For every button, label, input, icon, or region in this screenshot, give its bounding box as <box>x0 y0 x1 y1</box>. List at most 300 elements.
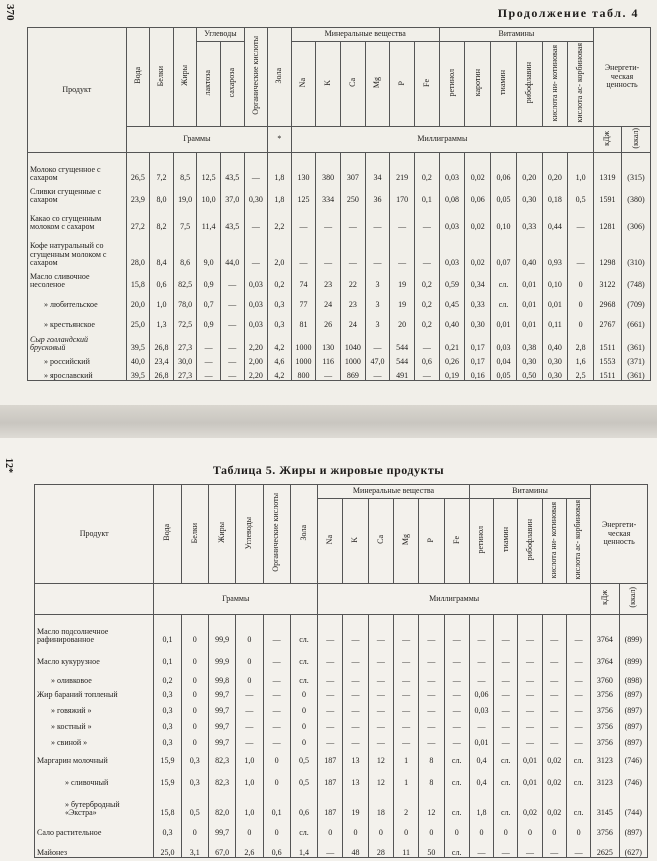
table-cell: — <box>341 231 366 267</box>
table-cell: 0,6 <box>150 267 174 289</box>
table-cell: 0,30 <box>516 352 542 366</box>
table-cell: 0 <box>568 309 594 329</box>
table-cell: 1,8 <box>268 182 292 204</box>
table-cell: — <box>220 309 244 329</box>
table-cell: — <box>469 666 493 685</box>
table-cell: — <box>566 644 590 666</box>
header-kcal: (ккал) <box>619 583 647 614</box>
product-name: Сало растительное <box>35 817 154 837</box>
table-cell: — <box>444 614 469 644</box>
table-row <box>28 152 651 182</box>
table-cell: 4,2 <box>268 329 292 352</box>
table-cell: 0,3 <box>154 685 181 699</box>
table-cell: 13 <box>343 747 368 765</box>
table-cell: 307 <box>341 152 366 182</box>
table-cell: 39,5 <box>126 329 150 352</box>
table-cell: — <box>414 329 439 352</box>
table-cell: 0,2 <box>414 152 439 182</box>
table-cell: 0 <box>318 817 343 837</box>
table-cell: 0,08 <box>439 182 465 204</box>
table-cell: 0 <box>263 747 290 765</box>
table-cell: 40,0 <box>126 352 150 366</box>
table-cell: — <box>393 731 418 747</box>
table-cell: 67,0 <box>208 837 235 857</box>
table-cell: 1 <box>393 747 418 765</box>
table-cell: 869 <box>341 366 366 380</box>
header-niacin: кислота ни- котиновая <box>542 499 566 584</box>
header-kcal: (ккал) <box>621 126 650 152</box>
table-cell: 27,3 <box>173 329 197 352</box>
product-name: » оливковое <box>35 666 154 685</box>
table-cell: 0,10 <box>542 267 568 289</box>
table-cell: 0 <box>263 817 290 837</box>
table-cell: (748) <box>621 267 650 289</box>
table-cell: 0,17 <box>465 352 491 366</box>
table-cell: 0,30 <box>244 182 268 204</box>
header-retinol: ретинол <box>439 42 465 127</box>
table-cell: — <box>393 666 418 685</box>
table-cell: — <box>318 685 343 699</box>
table-cell: — <box>518 614 542 644</box>
table-cell: 8 <box>419 765 444 787</box>
table-title: Таблица 5. Жиры и жировые продукты <box>212 463 445 477</box>
table-cell: 82,0 <box>208 787 235 817</box>
table-cell: 334 <box>316 182 341 204</box>
table-row <box>35 747 648 765</box>
table-cell: 0,6 <box>263 837 290 857</box>
table-cell: 0,06 <box>469 685 493 699</box>
header-milligrams: Миллиграммы <box>291 126 593 152</box>
table-cell: 30,0 <box>173 352 197 366</box>
header-carbs-group: Углеводы <box>197 28 244 42</box>
table-cell: 4,6 <box>268 352 292 366</box>
table-cell: — <box>568 204 594 231</box>
table-cell: сл. <box>566 765 590 787</box>
table-cell: 2,8 <box>568 329 594 352</box>
header-organic-acids: Органические кислоты <box>263 485 290 584</box>
table-cell: — <box>368 715 393 731</box>
table-cell: — <box>542 699 566 715</box>
table-cell: — <box>414 204 439 231</box>
table-cell: — <box>291 231 316 267</box>
table-cell: сл. <box>444 765 469 787</box>
header-thiamine: тиамин <box>491 42 517 127</box>
table-cell: 0,03 <box>439 231 465 267</box>
table-cell: 82,3 <box>208 765 235 787</box>
table-cell: — <box>518 837 542 857</box>
header-sucrose: сахароза <box>220 42 244 127</box>
table-cell: 99,7 <box>208 715 235 731</box>
header-grams-mark: * <box>268 126 292 152</box>
table-cell: 2,20 <box>244 329 268 352</box>
table-cell: 0,02 <box>465 204 491 231</box>
table-cell: 28 <box>368 837 393 857</box>
table-cell: 1553 <box>594 352 622 366</box>
header-organic-acids: Органические кислоты <box>244 28 268 127</box>
table-cell: 1511 <box>594 329 622 352</box>
table-cell: сл. <box>566 787 590 817</box>
table-cell: 0 <box>568 267 594 289</box>
table-cell: 0,01 <box>516 267 542 289</box>
table-cell: 0,3 <box>181 765 208 787</box>
product-name: Жир бараний топленый <box>35 685 154 699</box>
bottom-page <box>0 438 657 861</box>
table-cell: — <box>343 731 368 747</box>
table-cell: 0 <box>393 817 418 837</box>
product-name: Майонез <box>35 837 154 857</box>
table-cell: — <box>368 685 393 699</box>
table-cell: 0,05 <box>491 366 517 380</box>
table-cell: — <box>469 644 493 666</box>
table-cell: (361) <box>621 366 650 380</box>
product-name: » российский <box>28 352 127 366</box>
table-cell: 0,38 <box>516 329 542 352</box>
top-page <box>0 0 657 405</box>
table-cell: 1298 <box>594 231 622 267</box>
table-cell: 0,02 <box>465 231 491 267</box>
header-product: Продукт <box>35 485 154 584</box>
table-cell: 0,18 <box>542 182 568 204</box>
table-cell: — <box>542 837 566 857</box>
table-cell: — <box>236 731 263 747</box>
table-cell: — <box>220 329 244 352</box>
table-cell: 0,11 <box>542 309 568 329</box>
table-cell: 0,2 <box>154 666 181 685</box>
table-cell: 99,9 <box>208 614 235 644</box>
table-cell: — <box>566 614 590 644</box>
table-cell: 24 <box>316 289 341 309</box>
table-cell: — <box>343 685 368 699</box>
table-cell: 50 <box>419 837 444 857</box>
table-cell: 0 <box>469 817 493 837</box>
table-cell: 116 <box>316 352 341 366</box>
table-cell: — <box>244 231 268 267</box>
table-cell: — <box>393 699 418 715</box>
table-cell: 23 <box>341 289 366 309</box>
table-cell: 99,8 <box>208 666 235 685</box>
table-row <box>28 329 651 352</box>
table-cell: 0,03 <box>244 309 268 329</box>
table-cell: 0,45 <box>439 289 465 309</box>
product-name: » свиной » <box>35 731 154 747</box>
table-row <box>28 309 651 329</box>
table-cell: 0,19 <box>439 366 465 380</box>
table-cell: 72,5 <box>173 309 197 329</box>
table-cell: 0,02 <box>542 747 566 765</box>
table-cell: 0,03 <box>244 267 268 289</box>
table-cell: 3 <box>365 289 390 309</box>
product-name: » говяжий » <box>35 699 154 715</box>
table-cell: 8,0 <box>150 182 174 204</box>
table-cell: 0,1 <box>154 644 181 666</box>
table-cell: 28,0 <box>126 231 150 267</box>
table-cell: 8 <box>419 747 444 765</box>
table-cell: 74 <box>291 267 316 289</box>
table-cell: сл. <box>491 289 517 309</box>
header-fe: Fe <box>444 499 469 584</box>
table-cell: — <box>444 699 469 715</box>
table-cell: 0 <box>181 666 208 685</box>
table-cell: (627) <box>619 837 647 857</box>
table-cell: 0,1 <box>414 182 439 204</box>
table-cell: 18 <box>368 787 393 817</box>
table-cell: — <box>518 685 542 699</box>
table-cell: — <box>542 614 566 644</box>
header-na: Na <box>291 42 316 127</box>
table-cell: — <box>197 352 221 366</box>
table-cell: 0,01 <box>516 309 542 329</box>
table-cell: сл. <box>494 747 518 765</box>
table-cell: 2,6 <box>236 837 263 857</box>
table-cell: — <box>494 685 518 699</box>
table-cell: 0,40 <box>439 309 465 329</box>
table-cell: 3764 <box>591 614 619 644</box>
table-cell: 0,3 <box>154 731 181 747</box>
table-cell: 2 <box>393 787 418 817</box>
table-cell: 26,5 <box>126 152 150 182</box>
table-cell: 0,34 <box>465 267 491 289</box>
table-cell: 3 <box>365 309 390 329</box>
table-cell: 0 <box>236 666 263 685</box>
table-4-body <box>28 152 651 380</box>
table-cell: 20 <box>390 309 415 329</box>
table-row <box>35 685 648 699</box>
table-cell: — <box>263 715 290 731</box>
table-cell: — <box>263 685 290 699</box>
table-cell: 3764 <box>591 644 619 666</box>
table-cell: — <box>419 644 444 666</box>
table-cell: 0,50 <box>516 366 542 380</box>
table-cell: — <box>244 204 268 231</box>
table-cell: (897) <box>619 699 647 715</box>
table-cell: — <box>542 666 566 685</box>
header-ascorbic: кислота ас- корбиновая <box>566 499 590 584</box>
table-cell: 47,0 <box>365 352 390 366</box>
table-cell: 1000 <box>291 352 316 366</box>
table-cell: 0,3 <box>154 715 181 731</box>
table-row <box>35 644 648 666</box>
table-cell: 15,8 <box>126 267 150 289</box>
table-cell: — <box>518 644 542 666</box>
table-cell: 0 <box>181 685 208 699</box>
header-product: Продукт <box>28 28 127 153</box>
table-cell: (899) <box>619 644 647 666</box>
header-water: Вода <box>154 485 181 584</box>
table-cell: 13 <box>343 765 368 787</box>
table-cell: — <box>494 837 518 857</box>
header-ash: Зола <box>268 28 292 127</box>
table-cell: 0,03 <box>244 289 268 309</box>
header-kj: кДж <box>591 583 619 614</box>
table-cell: 0,30 <box>542 352 568 366</box>
table-cell: 0,9 <box>197 267 221 289</box>
table-cell: сл. <box>444 747 469 765</box>
table-cell: 1000 <box>291 329 316 352</box>
table-cell: 130 <box>316 329 341 352</box>
table-cell: 23 <box>316 267 341 289</box>
table-cell: 3123 <box>591 765 619 787</box>
header-mg: Mg <box>365 42 390 127</box>
table-cell: — <box>494 666 518 685</box>
table-cell: — <box>419 715 444 731</box>
header-kj: кДж <box>594 126 622 152</box>
table-cell: 0 <box>236 817 263 837</box>
table-cell: 8,6 <box>173 231 197 267</box>
table-cell: — <box>343 715 368 731</box>
table-cell: 27,2 <box>126 204 150 231</box>
header-milligrams: Миллиграммы <box>318 583 591 614</box>
table-row <box>28 204 651 231</box>
table-cell: — <box>393 715 418 731</box>
table-cell: 0 <box>236 644 263 666</box>
table-cell: — <box>318 644 343 666</box>
table-cell: 23,9 <box>126 182 150 204</box>
table-cell: 11 <box>393 837 418 857</box>
table-cell: — <box>469 614 493 644</box>
table-cell: 0 <box>236 614 263 644</box>
table-cell: 1511 <box>594 366 622 380</box>
table-cell: сл. <box>566 747 590 765</box>
table-cell: 20,0 <box>126 289 150 309</box>
table-cell: 0 <box>290 715 317 731</box>
table-cell: 0,30 <box>542 366 568 380</box>
table-cell: 0,4 <box>469 747 493 765</box>
header-carotene: каротин <box>465 42 491 127</box>
table-cell: — <box>244 152 268 182</box>
header-p: P <box>390 42 415 127</box>
table-cell: 1,3 <box>150 309 174 329</box>
table-cell: — <box>566 837 590 857</box>
table-cell: — <box>542 715 566 731</box>
table-cell: — <box>518 731 542 747</box>
table-cell: 2625 <box>591 837 619 857</box>
table-cell: — <box>220 352 244 366</box>
table-cell: 0,1 <box>154 614 181 644</box>
header-niacin: кислота ни- котиновая <box>542 42 568 127</box>
table-cell: (897) <box>619 715 647 731</box>
header-fat: Жиры <box>173 28 197 127</box>
table-cell: 8,2 <box>150 204 174 231</box>
table-row <box>28 289 651 309</box>
table-cell: — <box>494 699 518 715</box>
table-cell: 0,02 <box>465 152 491 182</box>
table-cell: — <box>236 715 263 731</box>
table-cell: — <box>494 715 518 731</box>
table-cell: 1,0 <box>236 787 263 817</box>
table-cell: 0,03 <box>491 329 517 352</box>
header-k: K <box>343 499 368 584</box>
table-cell: — <box>343 666 368 685</box>
table-cell: 0,06 <box>491 152 517 182</box>
table-cell: 0,33 <box>516 204 542 231</box>
table-cell: сл. <box>494 765 518 787</box>
table-cell: 0 <box>181 731 208 747</box>
table-cell: 0,2 <box>268 267 292 289</box>
table-cell: 2,0 <box>268 231 292 267</box>
table-cell: 0,02 <box>542 787 566 817</box>
table-cell: 1,0 <box>150 289 174 309</box>
header-ca: Ca <box>341 42 366 127</box>
table-cell: — <box>220 289 244 309</box>
table-cell: сл. <box>290 666 317 685</box>
header-minerals-group: Минеральные вещества <box>318 485 470 499</box>
header-riboflavin: рибофлавин <box>516 42 542 127</box>
table-cell: 0 <box>419 817 444 837</box>
table-cell: — <box>263 644 290 666</box>
table-cell: — <box>518 699 542 715</box>
table-cell: 0 <box>290 731 317 747</box>
table-cell: — <box>318 715 343 731</box>
table-cell: 0,3 <box>154 817 181 837</box>
table-cell: — <box>419 685 444 699</box>
table-cell: — <box>318 731 343 747</box>
table-cell: 1000 <box>341 352 366 366</box>
table-cell: (899) <box>619 614 647 644</box>
table-cell: 0,2 <box>414 267 439 289</box>
table-cell: 1040 <box>341 329 366 352</box>
table-cell: 0,02 <box>542 765 566 787</box>
table-cell: — <box>197 329 221 352</box>
table-cell: 4,2 <box>268 366 292 380</box>
table-cell: 0,44 <box>542 204 568 231</box>
table-cell: — <box>542 685 566 699</box>
header-grams: Граммы <box>154 583 318 614</box>
nutrition-table-5 <box>34 484 648 858</box>
table-cell: 0,10 <box>491 204 517 231</box>
table-cell: 15,8 <box>154 787 181 817</box>
table-cell: — <box>343 699 368 715</box>
table-cell: 82,5 <box>173 267 197 289</box>
table-row <box>35 699 648 715</box>
table-cell: 12 <box>419 787 444 817</box>
product-name: » бутербродный «Экстра» <box>35 787 154 817</box>
product-name: » любительское <box>28 289 127 309</box>
table-cell: 0,5 <box>568 182 594 204</box>
table-cell: 0,5 <box>181 787 208 817</box>
table-cell: 1,8 <box>469 787 493 817</box>
table-cell: 7,2 <box>150 152 174 182</box>
table-cell: 3756 <box>591 731 619 747</box>
table-cell: 26 <box>316 309 341 329</box>
table-cell: 187 <box>318 747 343 765</box>
table-cell: 3756 <box>591 715 619 731</box>
table-cell: 3760 <box>591 666 619 685</box>
table-cell: 48 <box>343 837 368 857</box>
product-name: Сливки сгущенные с сахаром <box>28 182 127 204</box>
table-cell: — <box>390 231 415 267</box>
table-cell: 0,33 <box>465 289 491 309</box>
table-cell: 26,8 <box>150 329 174 352</box>
table-cell: — <box>365 366 390 380</box>
table-cell: 11,4 <box>197 204 221 231</box>
product-name: Молоко сгущенное с сахаром <box>28 152 127 182</box>
table-cell: — <box>236 685 263 699</box>
table-cell: 1,6 <box>568 352 594 366</box>
table-cell: 25,0 <box>154 837 181 857</box>
table-cell: — <box>469 715 493 731</box>
table-cell: — <box>197 366 221 380</box>
table-cell: — <box>343 614 368 644</box>
table-cell: 15,9 <box>154 747 181 765</box>
table-cell: 27,3 <box>173 366 197 380</box>
table-cell: — <box>316 366 341 380</box>
table-cell: 1319 <box>594 152 622 182</box>
table-cell: 0,4 <box>469 765 493 787</box>
table-cell: 1,0 <box>236 765 263 787</box>
table-cell: — <box>469 837 493 857</box>
header-fe: Fe <box>414 42 439 127</box>
header-na: Na <box>318 499 343 584</box>
